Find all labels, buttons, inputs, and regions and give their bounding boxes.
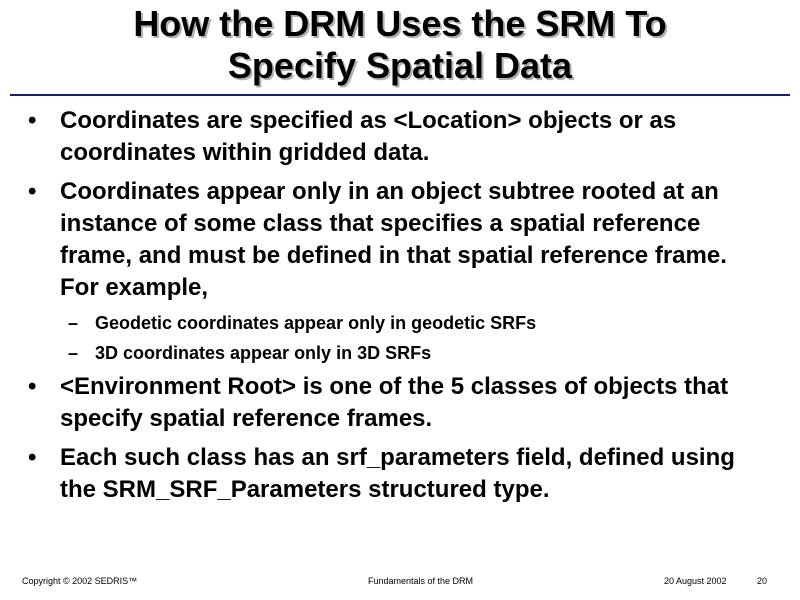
slide-title-line-2: Specify Spatial Data (227, 45, 573, 86)
bullet-text: <Environment Root> is one of the 5 classes of objects that specify spatial reference frames. (60, 373, 729, 432)
bullet-icon: • (28, 373, 37, 400)
title-divider (10, 94, 790, 96)
bullet-text: Coordinates appear only in an object subtree rooted at an instance of some class that specifies a spatial reference frame, and must be defined in that spatial reference frame. For example, (60, 178, 727, 301)
footer-date: 20 August 2002 (664, 576, 727, 586)
sub-bullet-item (0, 311, 800, 335)
bullet-item (0, 371, 800, 435)
sub-bullet-text: 3D coordinates appear only in 3D SRFs (95, 343, 432, 363)
footer-page-number: 20 (757, 576, 768, 586)
sub-bullet-text: Geodetic coordinates appear only in geodetic SRFs (95, 313, 537, 333)
bullet-text: Each such class has an srf_parameters field, defined using the SRM_SRF_Parameters structured type. (60, 444, 735, 503)
bullet-icon: • (28, 107, 37, 134)
footer-title: Fundamentals of the DRM (368, 576, 474, 586)
bullet-icon: • (28, 178, 37, 205)
slide-body (0, 105, 800, 513)
bullet-item (0, 442, 800, 506)
bullet-icon: • (28, 444, 37, 471)
dash-icon: – (68, 313, 79, 333)
dash-icon: – (68, 343, 79, 363)
bullet-item (0, 105, 800, 169)
bullet-item (0, 176, 800, 304)
sub-bullet-item (0, 341, 800, 365)
slide-title-line-1: How the DRM Uses the SRM To (133, 3, 667, 44)
slide-title (0, 3, 800, 87)
footer-copyright: Copyright © 2002 SEDRIS™ (22, 576, 138, 586)
bullet-text: Coordinates are specified as <Location> objects or as coordinates within gridded data. (60, 107, 677, 166)
